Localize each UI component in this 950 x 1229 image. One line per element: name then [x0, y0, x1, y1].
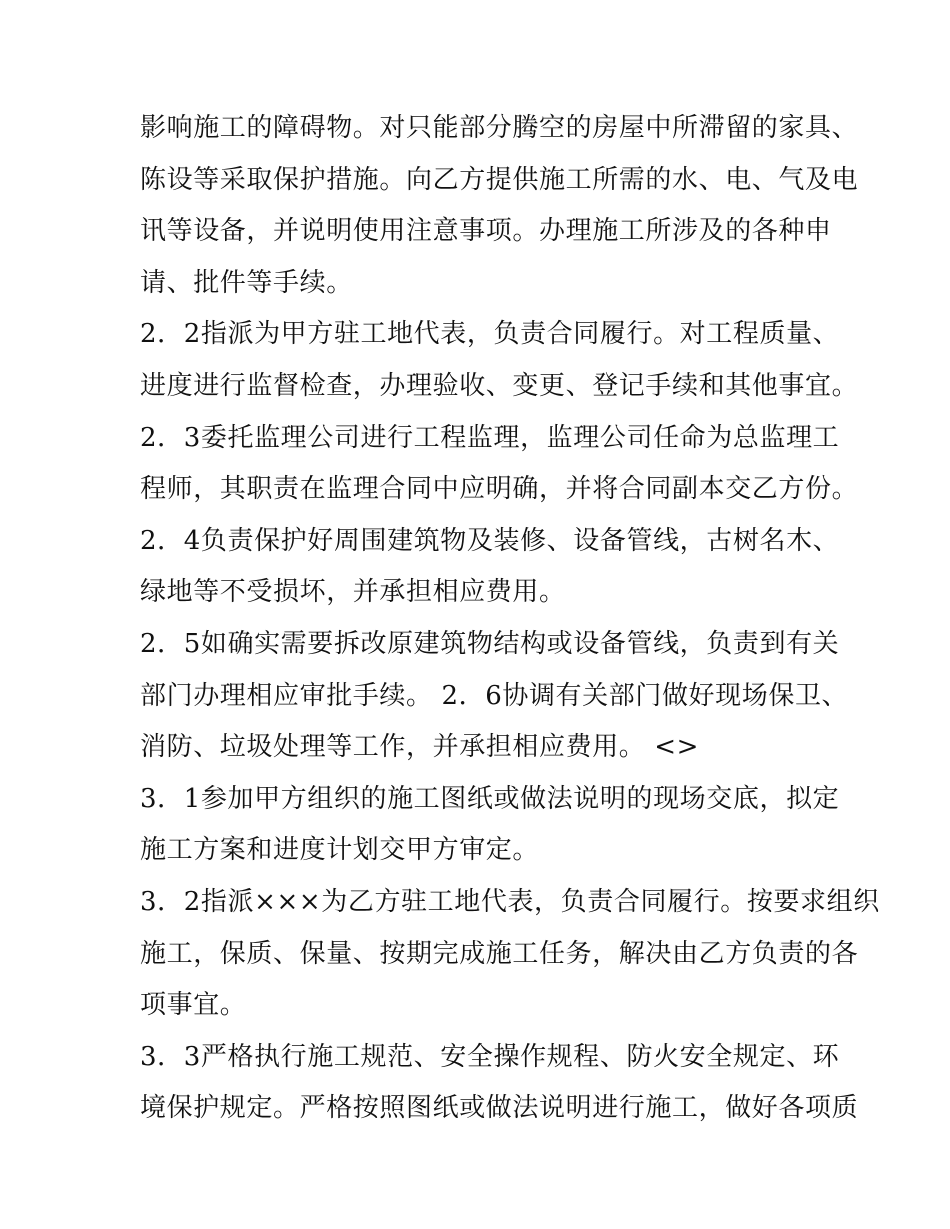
text-line: 消防、垃圾处理等工作，并承担相应费用。 <>: [140, 732, 700, 763]
text-line: 2．2指派为甲方驻工地代表，负责合同履行。对工程质量、: [140, 319, 840, 350]
text-line: 进度进行监督检查，办理验收、变更、登记手续和其他事宜。: [140, 370, 859, 401]
text-line: 程师，其职责在监理合同中应明确，并将合同副本交乙方份。: [140, 474, 859, 505]
text-line: 施工，保质、保量、按期完成施工任务，解决由乙方负责的各: [140, 938, 859, 969]
document-body: [140, 103, 880, 1135]
text-line: 2．4负责保护好周围建筑物及装修、设备管线，古树名木、: [140, 525, 840, 556]
text-line: 影响施工的障碍物。对只能部分腾空的房屋中所滞留的家具、: [140, 113, 859, 143]
text-line: 3．2指派×××为乙方驻工地代表，负责合同履行。按要求组织: [140, 886, 880, 917]
text-line: 2．5如确实需要拆改原建筑物结构或设备管线，负责到有关: [140, 628, 840, 659]
text-line: 施工方案和进度计划交甲方审定。: [140, 835, 540, 866]
text-line: 2．3委托监理公司进行工程监理，监理公司任命为总监理工: [140, 422, 840, 453]
text-line: 境保护规定。严格按照图纸或做法说明进行施工，做好各项质: [140, 1093, 859, 1124]
text-line: 请、批件等手续。: [140, 267, 353, 298]
text-line: 讯等设备，并说明使用注意事项。办理施工所涉及的各种申: [140, 216, 832, 247]
text-line: 3．3严格执行施工规范、安全操作规程、防火安全规定、环: [140, 1041, 840, 1072]
text-line: 3．1参加甲方组织的施工图纸或做法说明的现场交底，拟定: [140, 783, 840, 814]
text-line: 陈设等采取保护措施。向乙方提供施工所需的水、电、气及电: [140, 164, 859, 195]
text-line: 绿地等不受损坏，并承担相应费用。: [140, 577, 566, 608]
text-line: 部门办理相应审批手续。 2．6协调有关部门做好现场保卫、: [140, 680, 849, 711]
text-line: 项事宜。: [140, 990, 247, 1021]
